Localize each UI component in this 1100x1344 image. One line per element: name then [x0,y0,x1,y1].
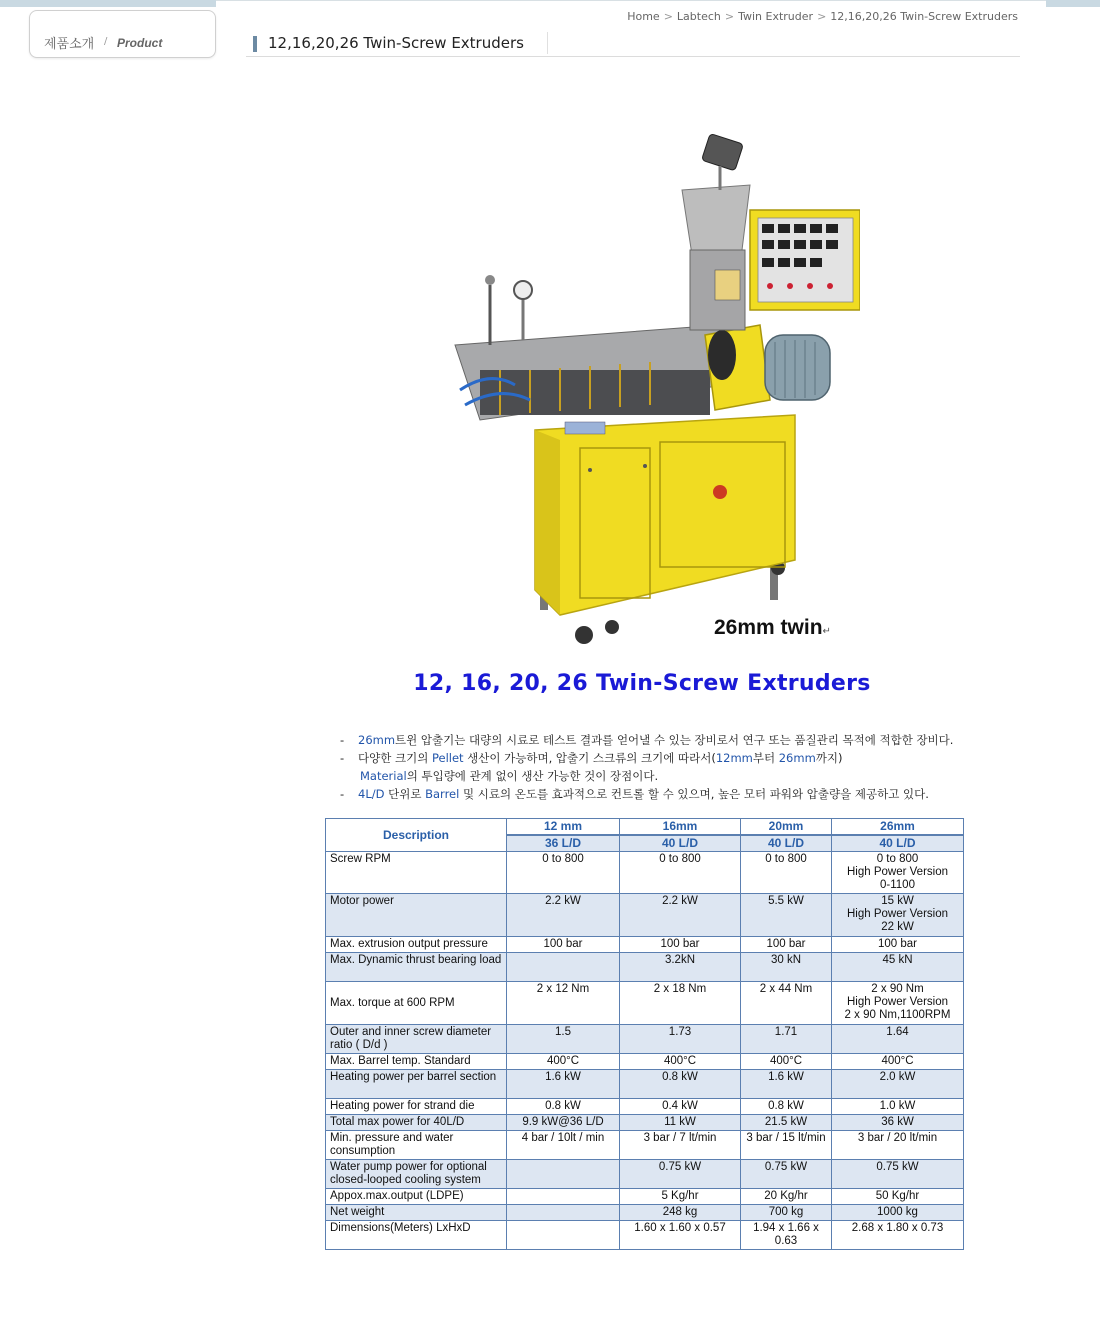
row-label: Min. pressure and water consumption [326,1131,507,1160]
row-value: 2.68 x 1.80 x 0.73 [832,1221,964,1250]
row-value: 0.8 kW [741,1099,832,1115]
bullet-dash-icon: - [340,751,345,765]
table-row [326,1070,964,1099]
feature-text: Barrel [425,787,460,801]
row-value: 0.4 kW [620,1099,741,1115]
top-accent-bar-left [0,0,216,7]
row-value [507,1221,620,1250]
feature-text: 부터 [752,751,779,765]
row-value: 5 Kg/hr [620,1189,741,1205]
description-header: Description [326,819,507,852]
row-label: Appox.max.output (LDPE) [326,1189,507,1205]
row-value: 100 bar [620,937,741,953]
feature-item [340,767,953,785]
feature-text: Pellet [431,751,464,765]
image-caption: 26mm twin↵ [714,616,831,639]
spec-table [325,818,964,1250]
row-value: 2 x 44 Nm [741,982,832,1025]
feature-text: 의 투입량에 관계 없이 생산 가능한 것이 장점이다. [406,769,659,783]
table-row [326,1189,964,1205]
breadcrumb-labtech[interactable]: Labtech [676,10,721,23]
breadcrumb [627,10,1018,23]
row-label: Max. Dynamic thrust bearing load [326,953,507,982]
sidebar-header [29,10,216,58]
row-value: 0 to 800 [620,852,741,894]
feature-text: 및 시료의 온도를 효과적으로 컨트롤 할 수 있으며, 높은 모터 파워와 압출량을 제공하고 있다. [459,787,929,801]
row-value: 21.5 kW [741,1115,832,1131]
row-value: 2.2 kW [507,894,620,937]
row-label: Dimensions(Meters) LxHxD [326,1221,507,1250]
column-header-size: 12 mm [507,819,620,836]
return-mark-icon: ↵ [822,626,831,637]
row-value: 3 bar / 15 lt/min [741,1131,832,1160]
table-row [326,1115,964,1131]
row-value: 0.8 kW [620,1070,741,1099]
feature-item [340,749,953,767]
table-row [326,1160,964,1189]
page-title: 12,16,20,26 Twin-Screw Extruders [268,34,524,52]
row-value [507,1189,620,1205]
column-header-ld: 40 L/D [620,835,741,852]
row-value: 20 Kg/hr [741,1189,832,1205]
row-label: Max. extrusion output pressure [326,937,507,953]
row-label: Heating power for strand die [326,1099,507,1115]
feature-text: 단위로 [384,787,426,801]
bullet-dash-icon: - [340,733,345,747]
row-value: 1.6 kW [741,1070,832,1099]
row-value: 400°C [741,1054,832,1070]
title-divider [547,32,548,54]
row-value: 1.71 [741,1025,832,1054]
row-value: 400°C [620,1054,741,1070]
title-underline [246,56,1020,57]
chevron-right-icon: > [663,10,673,23]
sidebar-title-ko: 제품소개 [44,37,95,52]
row-value: 2 x 12 Nm [507,982,620,1025]
table-row [326,1131,964,1160]
breadcrumb-twin-extruder[interactable]: Twin Extruder [738,10,814,23]
feature-text: Material [360,769,407,783]
feature-text: 26mm [358,733,396,747]
column-header-ld: 40 L/D [832,835,964,852]
breadcrumb-home[interactable]: Home [627,10,660,23]
row-value: 1.0 kW [832,1099,964,1115]
sidebar-title-en: Product [117,36,163,50]
row-value: 1.60 x 1.60 x 0.57 [620,1221,741,1250]
row-label: Max. Barrel temp. Standard [326,1054,507,1070]
column-header-ld: 40 L/D [741,835,832,852]
row-value: 2 x 90 Nm High Power Version 2 x 90 Nm,1100RPM [832,982,964,1025]
row-value: 1.64 [832,1025,964,1054]
top-border [216,0,1046,1]
feature-text: 생산이 가능하며, 압출기 스크류의 크기에 따라서( [463,751,716,765]
column-header-size: 20mm [741,819,832,836]
table-row [326,1025,964,1054]
sidebar-separator: / [104,36,108,47]
feature-item [340,731,953,749]
row-label: Water pump power for optional closed-looped cooling system [326,1160,507,1189]
table-row [326,982,964,1025]
row-value: 400°C [507,1054,620,1070]
table-row [326,1205,964,1221]
column-header-size: 26mm [832,819,964,836]
row-value: 9.9 kW@36 L/D [507,1115,620,1131]
row-value: 3 bar / 7 lt/min [620,1131,741,1160]
row-value: 1.6 kW [507,1070,620,1099]
feature-item [340,785,953,803]
feature-text: 12mm [715,751,753,765]
row-value: 0.75 kW [620,1160,741,1189]
feature-text: 다양한 크기의 [358,751,432,765]
row-value: 2.0 kW [832,1070,964,1099]
extruder-machine-image [420,130,860,650]
row-value [507,1160,620,1189]
row-value [507,1205,620,1221]
row-value: 1.94 x 1.66 x 0.63 [741,1221,832,1250]
row-value: 248 kg [620,1205,741,1221]
row-value: 1.5 [507,1025,620,1054]
row-value: 15 kW High Power Version 22 kW [832,894,964,937]
row-label: Heating power per barrel section [326,1070,507,1099]
row-value: 36 kW [832,1115,964,1131]
chevron-right-icon: > [817,10,827,23]
row-value: 4 bar / 10lt / min [507,1131,620,1160]
row-value: 700 kg [741,1205,832,1221]
title-marker [253,36,257,52]
section-heading: 12, 16, 20, 26 Twin-Screw Extruders [413,671,871,696]
row-value: 100 bar [741,937,832,953]
row-value [507,953,620,982]
row-value: 3.2kN [620,953,741,982]
table-row [326,1054,964,1070]
feature-text: 4L/D [358,787,385,801]
row-label: Net weight [326,1205,507,1221]
row-value: 1.73 [620,1025,741,1054]
row-value: 45 kN [832,953,964,982]
feature-text: 트윈 압출기는 대량의 시료로 테스트 결과를 얻어낼 수 있는 장비로서 연구 또는 품질관리 목적에 적합한 장비다. [395,733,954,747]
row-label: Motor power [326,894,507,937]
chevron-right-icon: > [724,10,735,23]
row-value: 0 to 800 [507,852,620,894]
row-value: 400°C [832,1054,964,1070]
table-row [326,894,964,937]
table-row [326,1099,964,1115]
top-accent-bar-right [1046,0,1100,7]
row-value: 0 to 800 [741,852,832,894]
breadcrumb-current: 12,16,20,26 Twin-Screw Extruders [830,10,1018,23]
row-value: 0.8 kW [507,1099,620,1115]
table-row [326,937,964,953]
column-header-ld: 36 L/D [507,835,620,852]
row-value: 3 bar / 20 lt/min [832,1131,964,1160]
row-value: 0.75 kW [741,1160,832,1189]
row-value: 2 x 18 Nm [620,982,741,1025]
row-value: 0 to 800 High Power Version 0-1100 [832,852,964,894]
row-label: Screw RPM [326,852,507,894]
row-value: 30 kN [741,953,832,982]
row-label: Max. torque at 600 RPM [326,982,507,1025]
row-value: 100 bar [832,937,964,953]
table-row [326,852,964,894]
row-value: 0.75 kW [832,1160,964,1189]
row-value: 50 Kg/hr [832,1189,964,1205]
row-value: 2.2 kW [620,894,741,937]
row-value: 100 bar [507,937,620,953]
column-header-size: 16mm [620,819,741,836]
bullet-dash-icon: - [340,787,345,801]
feature-text: 26mm [778,751,816,765]
row-value: 1000 kg [832,1205,964,1221]
table-row [326,1221,964,1250]
table-row [326,953,964,982]
feature-text: 까지) [815,751,843,765]
row-label: Total max power for 40L/D [326,1115,507,1131]
feature-list [340,731,953,803]
row-value: 5.5 kW [741,894,832,937]
row-label: Outer and inner screw diameter ratio ( D/d ) [326,1025,507,1054]
row-value: 11 kW [620,1115,741,1131]
table-header-row [326,819,964,836]
